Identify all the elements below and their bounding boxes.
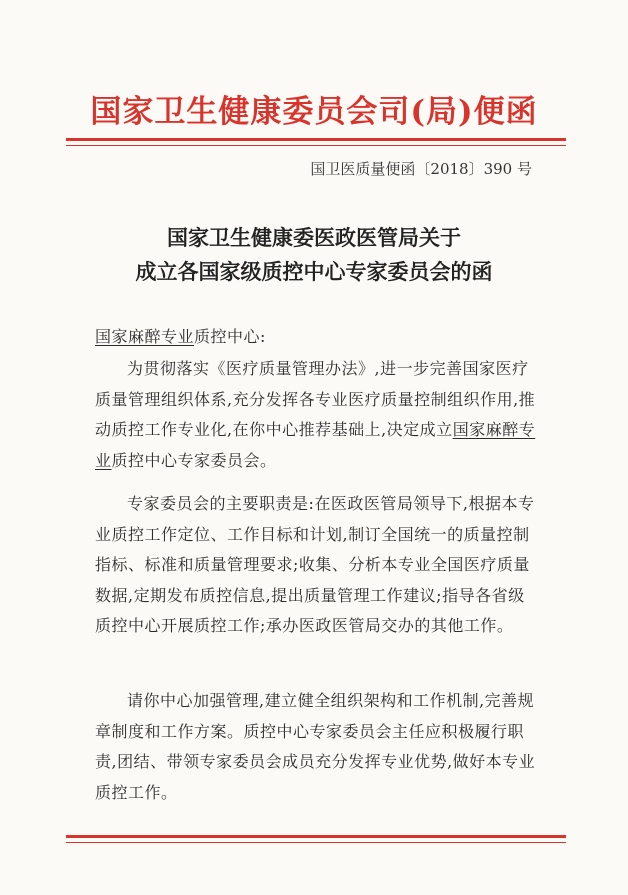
masthead-title: 国家卫生健康委员会司(局)便函 [90,94,538,130]
footer-rule-thick [66,835,566,838]
salutation [95,322,540,353]
letter-title-line-2: 成立各国家级质控中心专家委员会的函 [135,259,493,284]
masthead-rule-thin [66,145,566,146]
document-number: 国卫医质量便函〔2018〕390 号 [310,160,532,178]
salutation-suffix: 质控中心: [194,327,266,346]
footer-rule-thin [66,842,566,843]
masthead-rule-thick [66,138,566,141]
paragraph-3: 请你中心加强管理,建立健全组织架构和工作机制,完善规章制度和工作方案。质控中心专家委员会主任应积极履行职责,团结、带领专家委员会成员充分发挥专业优势,做好本专业质控工作。 [95,691,536,802]
paragraph-2: 专家委员会的主要职责是:在医政医管局领导下,根据本专业质控工作定位、工作目标和计划,制订全国统一的质量控制指标、标准和质量管理要求;收集、分析本专业全国医疗质量数据,定期发布质控信息,提出质量管理工作建议;指导各省级质控中心开展质控工作;承办医政医管局交办的其他工作。 [95,494,535,636]
paragraph-1-org: 国家麻醉专业 [95,420,536,470]
letter-title-line-1: 国家卫生健康委医政医管局关于 [167,225,461,250]
paragraph-1-before: 为贯彻落实《医疗质量管理办法》,进一步完善国家医疗质量管理组织体系,充分发挥各专业医疗质量控制组织作用,推动质控工作专业化,在你中心推荐基础上,决定成立 [95,359,536,440]
paragraph-1 [95,354,540,476]
salutation-org: 国家麻醉专业 [95,327,195,346]
paragraph-1-after: 质控中心专家委员会。 [111,450,277,470]
